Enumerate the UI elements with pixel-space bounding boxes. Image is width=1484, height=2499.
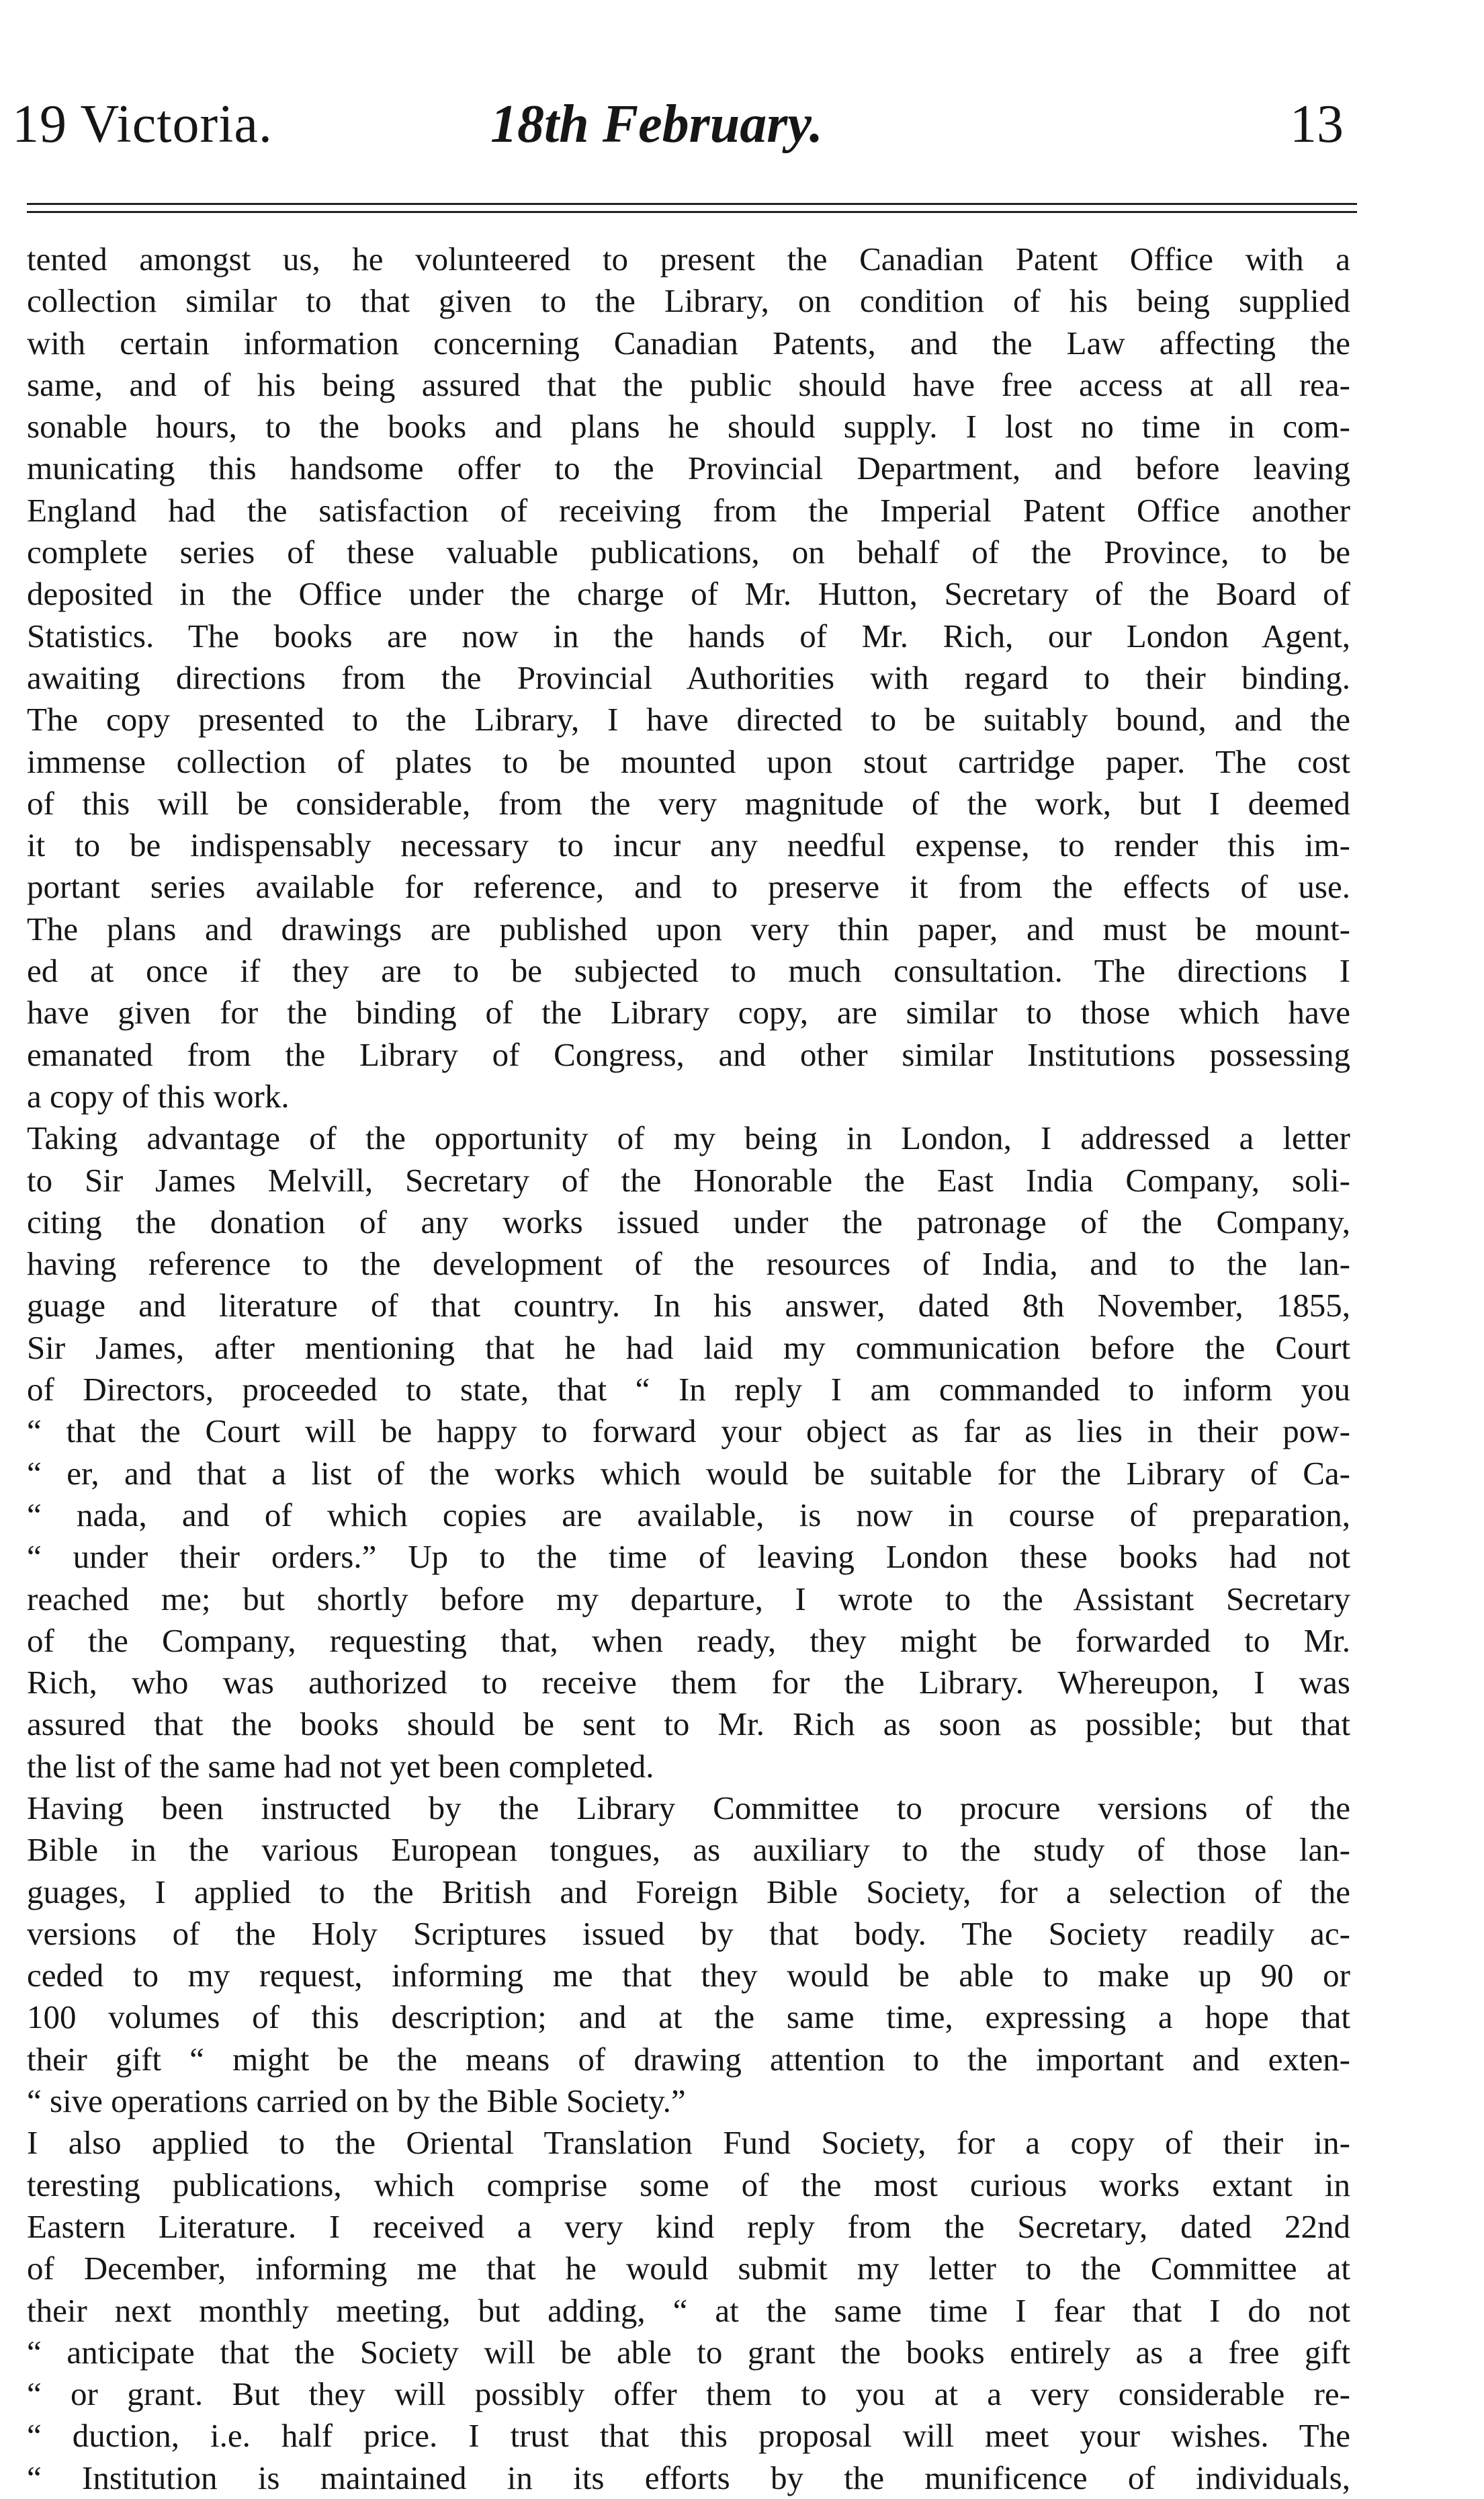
text-line: immense collection of plates to be mounted upon stout cartridge paper. The cost xyxy=(27,743,1350,780)
text-line: “ duction, i.e. half price. I trust that this proposal will meet your wishes. The xyxy=(27,2417,1350,2455)
text-line: sonable hours, to the books and plans he should supply. I lost no time in com- xyxy=(27,408,1350,446)
text-line: The copy presented to the Library, I have directed to be suitably bound, and the xyxy=(27,701,1350,738)
body-text xyxy=(27,239,1350,2499)
text-line: reached me; but shortly before my departure, I wrote to the Assistant Secretary xyxy=(27,1580,1350,1617)
text-line: of Directors, proceeded to state, that “ In reply I am commanded to inform you xyxy=(27,1371,1350,1408)
text-line: of December, informing me that he would submit my letter to the Committee at xyxy=(27,2250,1350,2287)
text-line: Sir James, after mentioning that he had laid my communication before the Court xyxy=(27,1328,1350,1366)
text-line: citing the donation of any works issued under the patronage of the Company, xyxy=(27,1203,1350,1240)
text-line: teresting publications, which comprise some of the most curious works extant in xyxy=(27,2166,1350,2203)
text-line: portant series available for reference, and to preserve it from the effects of use. xyxy=(27,868,1350,906)
text-line: England had the satisfaction of receiving from the Imperial Patent Office another xyxy=(27,491,1350,529)
text-line: ed at once if they are to be subjected to much consultation. The directions I xyxy=(27,952,1350,990)
text-line: their gift “ might be the means of drawing attention to the important and exten- xyxy=(27,2040,1350,2078)
text-line: having reference to the development of the resources of India, and to the lan- xyxy=(27,1245,1350,1283)
text-line: Rich, who was authorized to receive them for the Library. Whereupon, I was xyxy=(27,1664,1350,1701)
text-line: Having been instructed by the Library Committee to procure versions of the xyxy=(27,1789,1350,1826)
page-number: 13 xyxy=(1290,95,1344,154)
text-line: “ that the Court will be happy to forward your object as far as lies in their pow- xyxy=(27,1412,1350,1450)
text-line: “ under their orders.” Up to the time of leaving London these books had not xyxy=(27,1538,1350,1576)
text-line: to Sir James Melvill, Secretary of the Honorable the East India Company, soli- xyxy=(27,1161,1350,1199)
text-line: 100 volumes of this description; and at the same time, expressing a hope that xyxy=(27,1998,1350,2036)
paragraph-end-line: the list of the same had not yet been completed. xyxy=(27,1747,654,1785)
text-line: I also applied to the Oriental Translation Fund Society, for a copy of their in- xyxy=(27,2124,1350,2162)
page-header xyxy=(0,0,1484,175)
text-line: complete series of these valuable publications, on behalf of the Province, to be xyxy=(27,534,1350,571)
regnal-year: 19 Victoria. xyxy=(12,95,273,154)
header-rule-bottom xyxy=(27,211,1357,213)
text-line: of this will be considerable, from the very magnitude of the work, but I deemed xyxy=(27,784,1350,822)
header-rule-top xyxy=(27,203,1357,205)
text-line: “ anticipate that the Society will be able to grant the books entirely as a free gift xyxy=(27,2333,1350,2371)
text-line: Bible in the various European tongues, as auxiliary to the study of those lan- xyxy=(27,1831,1350,1869)
text-line: Eastern Literature. I received a very kind reply from the Secretary, dated 22nd xyxy=(27,2207,1350,2245)
text-line: deposited in the Office under the charge of Mr. Hutton, Secretary of the Board of xyxy=(27,575,1350,613)
text-line: “ or grant. But they will possibly offer them to you at a very considerable re- xyxy=(27,2375,1350,2413)
text-line: collection similar to that given to the Library, on condition of his being supplied xyxy=(27,282,1350,320)
paragraph-end-line: “ sive operations carried on by the Bible Society.” xyxy=(27,2082,686,2120)
text-line: “ nada, and of which copies are available, is now in course of preparation, xyxy=(27,1496,1350,1533)
text-line: with certain information concerning Canadian Patents, and the Law affecting the xyxy=(27,324,1350,362)
text-line: awaiting directions from the Provincial Authorities with regard to their binding. xyxy=(27,659,1350,696)
text-line: Statistics. The books are now in the hands of Mr. Rich, our London Agent, xyxy=(27,617,1350,654)
text-line: “ er, and that a list of the works which would be suitable for the Library of Ca- xyxy=(27,1454,1350,1492)
text-line: it to be indispensably necessary to incur any needful expense, to render this im- xyxy=(27,827,1350,864)
text-line: tented amongst us, he volunteered to present the Canadian Patent Office with a xyxy=(27,241,1350,278)
text-line: guage and literature of that country. In his answer, dated 8th November, 1855, xyxy=(27,1287,1350,1324)
text-line: have given for the binding of the Library copy, are similar to those which have xyxy=(27,994,1350,1031)
text-line: emanated from the Library of Congress, and other similar Institutions possessing xyxy=(27,1035,1350,1073)
text-line: of the Company, requesting that, when ready, they might be forwarded to Mr. xyxy=(27,1621,1350,1659)
text-line: ceded to my request, informing me that they would be able to make up 90 or xyxy=(27,1957,1350,1994)
text-line: assured that the books should be sent to Mr. Rich as soon as possible; but that xyxy=(27,1705,1350,1743)
paragraph-end-line: a copy of this work. xyxy=(27,1077,290,1115)
text-line: guages, I applied to the British and Foreign Bible Society, for a selection of the xyxy=(27,1873,1350,1910)
text-line: versions of the Holy Scriptures issued by that body. The Society readily ac- xyxy=(27,1914,1350,1952)
text-line: same, and of his being assured that the public should have free access at all rea- xyxy=(27,366,1350,403)
text-line: The plans and drawings are published upon very thin paper, and must be mount- xyxy=(27,910,1350,947)
text-line: “ Institution is maintained in its efforts by the munificence of individuals, xyxy=(27,2459,1350,2496)
date-heading: 18th February. xyxy=(490,95,823,154)
text-line: Taking advantage of the opportunity of my being in London, I addressed a letter xyxy=(27,1119,1350,1157)
text-line: their next monthly meeting, but adding, “ at the same time I fear that I do not xyxy=(27,2291,1350,2329)
text-line: municating this handsome offer to the Provincial Department, and before leaving xyxy=(27,450,1350,487)
